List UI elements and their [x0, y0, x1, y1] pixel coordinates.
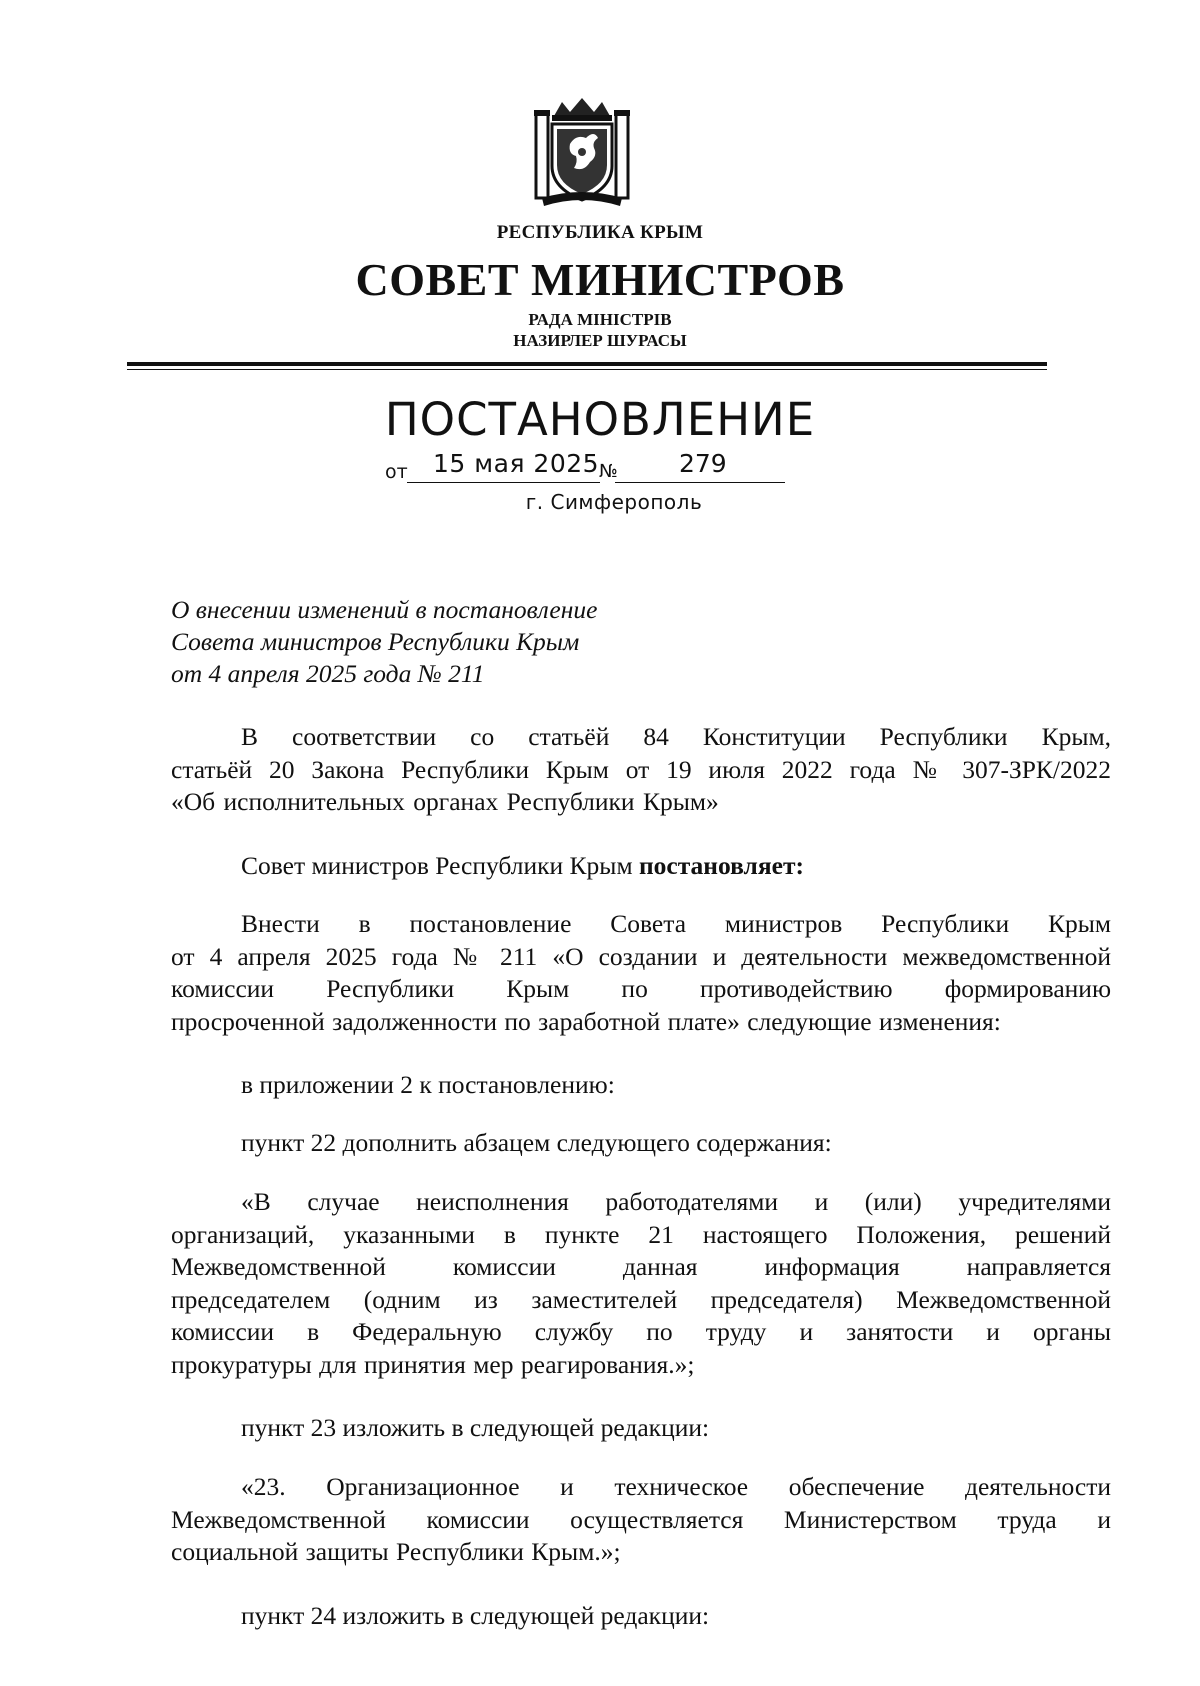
text-line: комиссии Республики Крым по противодействию формированию: [171, 974, 1111, 1003]
resolves-bold: постановляет:: [638, 851, 804, 880]
text-line: «23. Организационное и техническое обеспечение деятельности: [241, 1472, 1111, 1501]
coat-of-arms-icon: [532, 96, 632, 208]
paragraph-appendix: в приложении 2 к постановлению:: [241, 1070, 615, 1099]
text-line: социальной защиты Республики Крым.»;: [171, 1537, 621, 1566]
paragraph-amend: [171, 908, 1111, 1038]
paragraph-item-23: пункт 23 изложить в следующей редакции:: [241, 1413, 710, 1442]
paragraph-quote-22: [171, 1186, 1111, 1381]
document-type: ПОСТАНОВЛЕНИЕ: [384, 393, 816, 446]
date-number-line: [385, 448, 805, 484]
date-prefix: от: [385, 461, 408, 483]
document-number: 279: [679, 449, 727, 478]
text-line: статьёй 20 Закона Республики Крым от 19 июля 2022 года № 307-ЗРК/2022: [171, 754, 1111, 784]
council-name-crimean-tatar: НАЗИРЛЕР ШУРАСЫ: [513, 331, 687, 350]
header-divider-thick: [127, 362, 1047, 366]
text-line: «Об исполнительных органах Республики Крым»: [171, 787, 719, 816]
text-line: прокуратуры для принятия мер реагирования.»;: [171, 1349, 695, 1379]
paragraph-item-22: пункт 22 дополнить абзацем следующего содержания:: [241, 1128, 832, 1157]
text-line: просроченной задолженности по заработной плате» следующие изменения:: [171, 1006, 1001, 1036]
document-date: 15 мая 2025: [433, 449, 600, 478]
title-line: Совета министров Республики Крым: [171, 627, 580, 656]
number-underline: [615, 482, 785, 483]
paragraph-basis: [171, 721, 1111, 819]
paragraph-quote-23: [171, 1471, 1111, 1569]
text-line: комиссии в Федеральную службу по труду и занятости и органы: [171, 1317, 1111, 1346]
text-line: Совет министров Республики Крым: [241, 851, 633, 880]
paragraph-item-24: пункт 24 изложить в следующей редакции:: [241, 1601, 710, 1630]
text-line: Внести в постановление Совета министров Республики Крым: [241, 909, 1111, 938]
text-line: Межведомственной комиссии данная информация направляется: [171, 1252, 1111, 1281]
date-underline: [407, 482, 600, 483]
city: г. Симферополь: [525, 490, 703, 514]
text-line: от 4 апреля 2025 года № 211 «О создании и деятельности межведомственной: [171, 941, 1111, 971]
number-sign: №: [599, 461, 618, 482]
text-line: «В случае неисполнения работодателями и (или) учредителями: [241, 1187, 1111, 1216]
council-name: СОВЕТ МИНИСТРОВ: [355, 254, 845, 305]
header-divider-thin: [127, 369, 1047, 370]
text-line: организаций, указанными в пункте 21 настоящего Положения, решений: [171, 1219, 1111, 1249]
title-line: от 4 апреля 2025 года № 211: [171, 659, 485, 688]
document-title: [171, 594, 597, 690]
text-line: В соответствии со статьёй 84 Конституции Республики Крым,: [241, 722, 1111, 751]
text-line: Межведомственной комиссии осуществляется Министерством труда и: [171, 1504, 1111, 1534]
council-name-ukrainian: РАДА МІНІСТРІВ: [528, 310, 672, 329]
republic-name: РЕСПУБЛИКА КРЫМ: [496, 222, 704, 243]
title-line: О внесении изменений в постановление: [171, 595, 598, 624]
text-line: председателем (одним из заместителей председателя) Межведомственной: [171, 1284, 1111, 1314]
paragraph-resolves: [171, 850, 1111, 883]
